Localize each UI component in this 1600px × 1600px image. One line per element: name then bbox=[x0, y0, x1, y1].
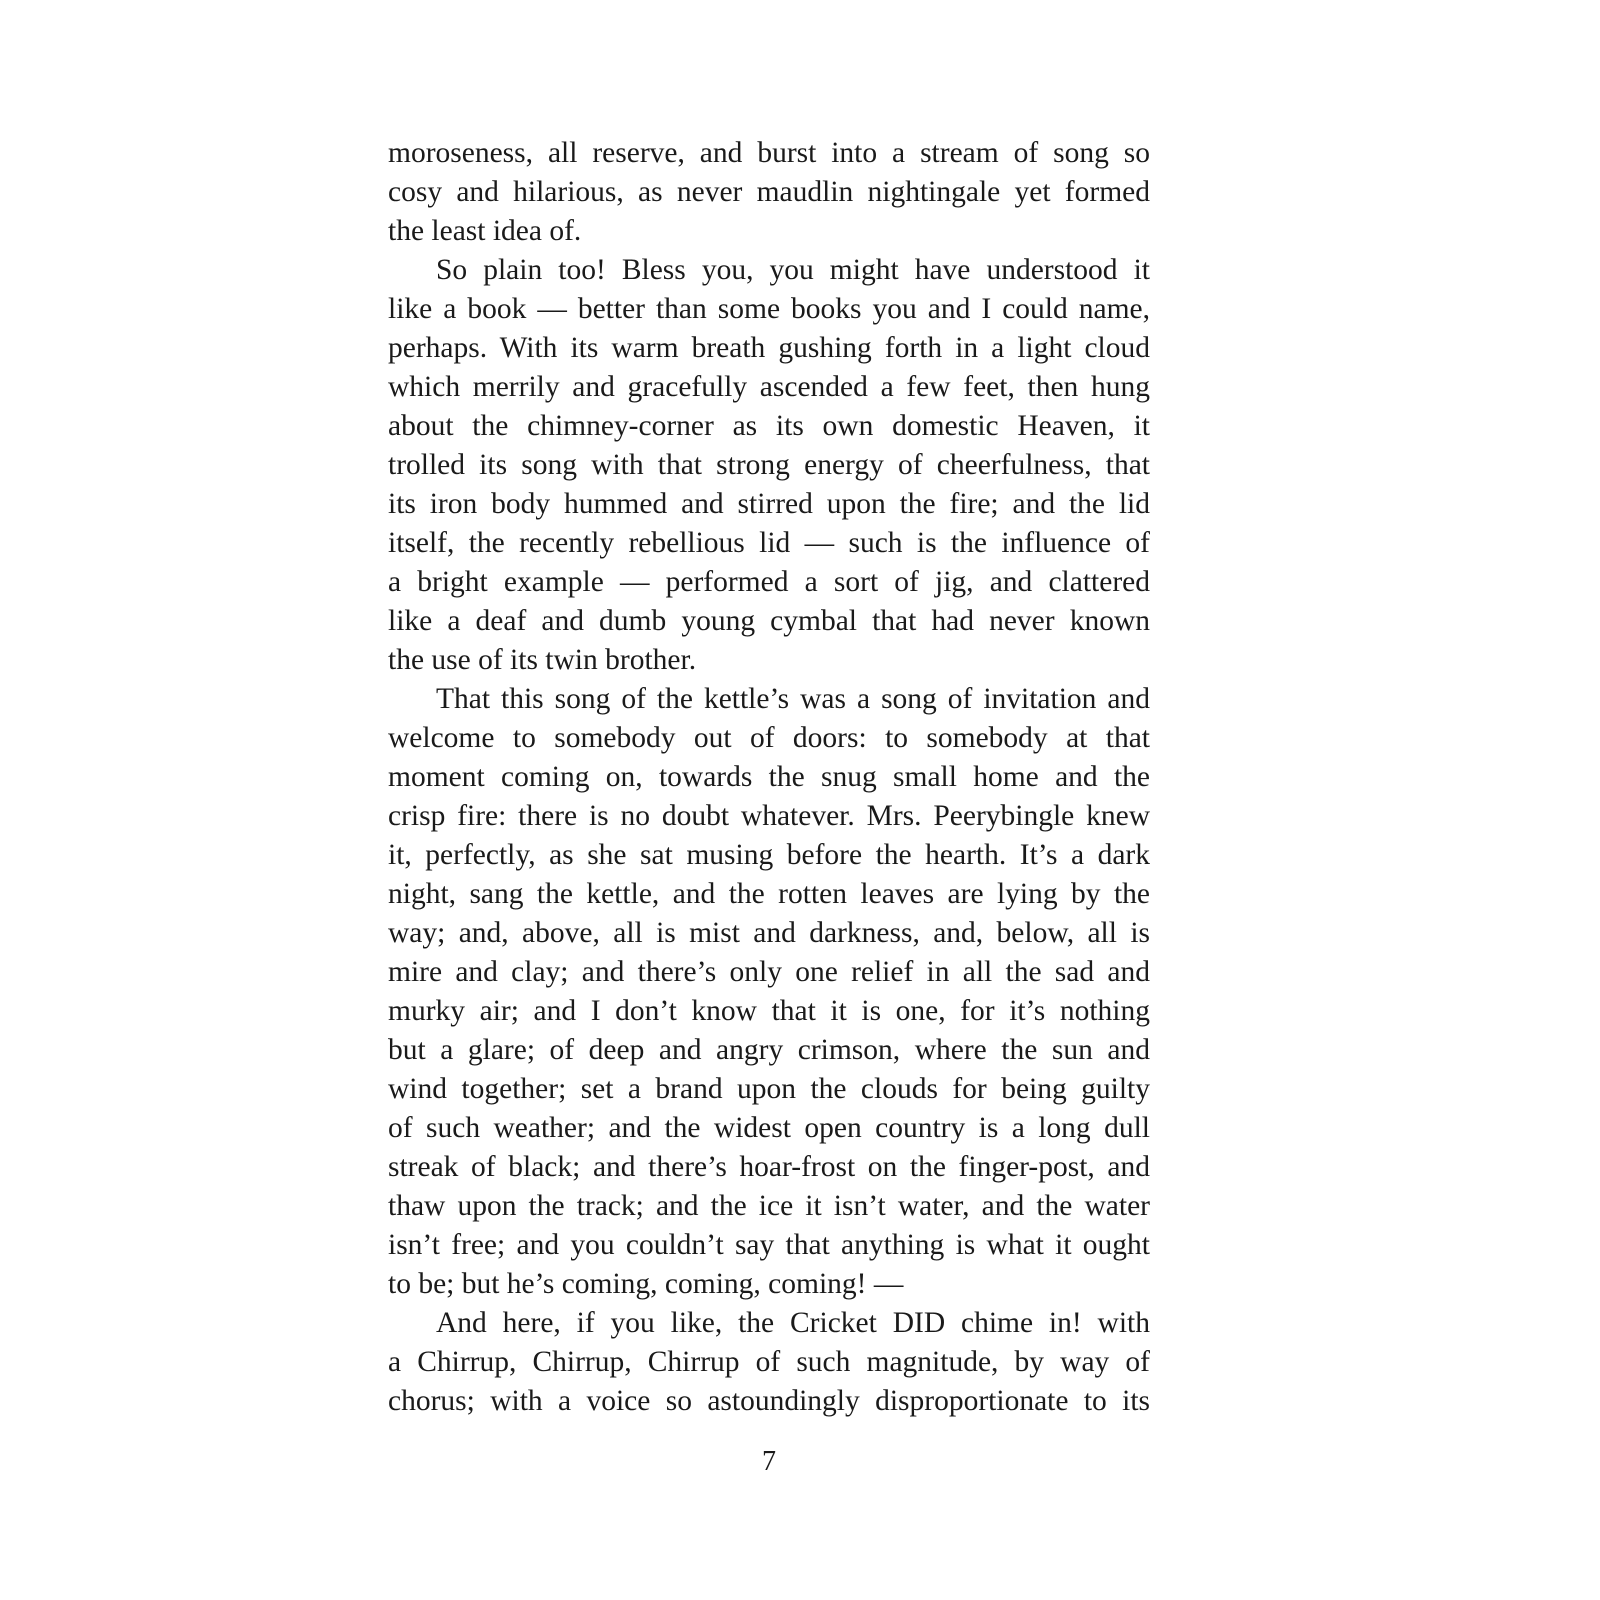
text-line: but a glare; of deep and angry crimson, where the sun and bbox=[388, 1034, 1150, 1066]
text-line: perhaps. With its warm breath gushing forth in a light cloud bbox=[388, 332, 1150, 364]
text-line: a Chirrup, Chirrup, Chirrup of such magnitude, by way of bbox=[388, 1346, 1150, 1378]
text-line: moroseness, all reserve, and burst into a stream of song so bbox=[388, 137, 1150, 169]
text-line: like a deaf and dumb young cymbal that had never known bbox=[388, 605, 1150, 637]
body-text bbox=[388, 134, 1150, 1421]
text-line: way; and, above, all is mist and darkness, and, below, all is bbox=[388, 917, 1150, 949]
text-line: That this song of the kettle’s was a song of invitation and bbox=[436, 683, 1150, 715]
text-line: cosy and hilarious, as never maudlin nightingale yet formed bbox=[388, 176, 1150, 208]
text-line: wind together; set a brand upon the clouds for being guilty bbox=[388, 1073, 1150, 1105]
text-line: streak of black; and there’s hoar-frost on the finger-post, and bbox=[388, 1151, 1150, 1183]
page-number: 7 bbox=[762, 1446, 776, 1477]
text-line: its iron body hummed and stirred upon the fire; and the lid bbox=[388, 488, 1150, 520]
text-line: crisp fire: there is no doubt whatever. Mrs. Peerybingle knew bbox=[388, 800, 1150, 832]
text-line: the least idea of. bbox=[388, 215, 582, 247]
text-line: about the chimney-corner as its own domestic Heaven, it bbox=[388, 410, 1150, 442]
text-line: it, perfectly, as she sat musing before the hearth. It’s a dark bbox=[388, 839, 1150, 871]
text-line: like a book — better than some books you and I could name, bbox=[388, 293, 1150, 325]
text-line: moment coming on, towards the snug small home and the bbox=[388, 761, 1150, 793]
text-line: mire and clay; and there’s only one relief in all the sad and bbox=[388, 956, 1150, 988]
text-line: And here, if you like, the Cricket DID chime in! with bbox=[436, 1307, 1150, 1339]
text-line: So plain too! Bless you, you might have understood it bbox=[436, 254, 1150, 286]
text-line: the use of its twin brother. bbox=[388, 644, 697, 676]
text-line: welcome to somebody out of doors: to somebody at that bbox=[388, 722, 1150, 754]
text-line: thaw upon the track; and the ice it isn’t water, and the water bbox=[388, 1190, 1150, 1222]
paragraph-2 bbox=[388, 251, 1150, 680]
text-line: of such weather; and the widest open country is a long dull bbox=[388, 1112, 1150, 1144]
paragraph-3 bbox=[388, 680, 1150, 1304]
text-line: murky air; and I don’t know that it is one, for it’s nothing bbox=[388, 995, 1150, 1027]
text-line: chorus; with a voice so astoundingly disproportionate to its bbox=[388, 1385, 1150, 1417]
paragraph-1 bbox=[388, 134, 1150, 251]
text-line: isn’t free; and you couldn’t say that anything is what it ought bbox=[388, 1229, 1150, 1261]
text-line: itself, the recently rebellious lid — such is the influence of bbox=[388, 527, 1150, 559]
text-line: which merrily and gracefully ascended a few feet, then hung bbox=[388, 371, 1150, 403]
text-line: a bright example — performed a sort of jig, and clattered bbox=[388, 566, 1150, 598]
text-line: to be; but he’s coming, coming, coming! — bbox=[388, 1268, 904, 1300]
paragraph-4 bbox=[388, 1304, 1150, 1421]
text-line: night, sang the kettle, and the rotten leaves are lying by the bbox=[388, 878, 1150, 910]
text-line: trolled its song with that strong energy of cheerfulness, that bbox=[388, 449, 1150, 481]
